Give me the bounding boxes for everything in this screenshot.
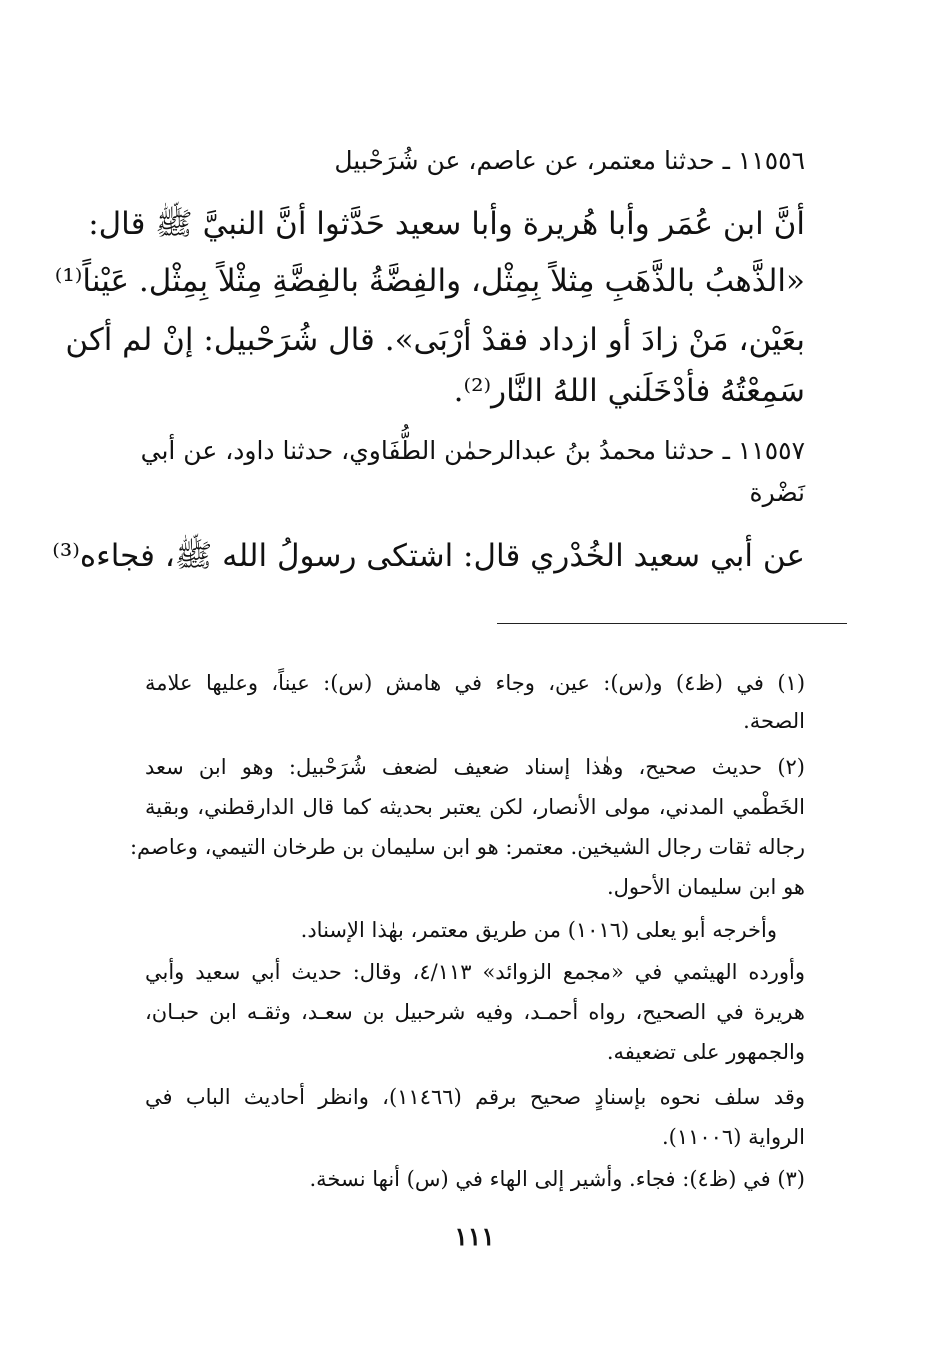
- footnote-line: رجاله ثقات رجال الشيخين. معتمر: هو ابن سليمان بن طرخان التيمي، وعاصم:: [129, 835, 805, 859]
- footnote-line: الرواية (١١٠٠٦).: [661, 1125, 805, 1149]
- hadith-matn-line: «الذَّهبُ بالذَّهَبِ مِثلاً بِمِثْل، والفِضَّةُ بالفِضَّةِ مِثْلاً بِمِثْل. عَيْناً⁽¹⁾: [54, 263, 805, 299]
- hadith-heading: ١١٥٥٦ ـ حدثنا معتمر، عن عاصم، عن شُرَحْبيل: [334, 146, 805, 175]
- hadith-heading: ١١٥٥٧ ـ حدثنا محمدُ بنُ عبدالرحمٰن الطُّفَاوي، حدثنا داود، عن أبي: [140, 436, 805, 465]
- hadith-heading: نَضْرة: [749, 478, 805, 507]
- footnote-line: الخَطْمي المدني، مولى الأنصار، لكن يعتبر بحديثه كما قال الدارقطني، وبقية: [145, 795, 805, 819]
- footnote-divider: [497, 623, 847, 624]
- hadith-matn-line: بعَيْن، مَنْ زادَ أو ازداد فقدْ أرْبَى». قال شُرَحْبيل: إنْ لم أكن: [65, 322, 805, 358]
- page-number: ١١١: [454, 1222, 495, 1251]
- footnote-line: هريرة في الصحيح، رواه أحمـد، وفيه شرحبيل بن سعـد، وثقـه ابن حبـان،: [145, 1000, 805, 1024]
- footnote-line: هو ابن سليمان الأحول.: [606, 875, 805, 899]
- footnote-line: وقد سلف نحوه بإسنادٍ صحيح برقم (١١٤٦٦)، وانظر أحاديث الباب في: [145, 1085, 805, 1109]
- hadith-matn-line: سَمِعْتُهُ فأدْخَلَني اللهُ النَّار⁽²⁾.: [453, 373, 805, 409]
- hadith-matn-line: عن أبي سعيد الخُدْري قال: اشتكى رسولُ الله ﷺ، فجاءه⁽³⁾: [52, 538, 805, 574]
- footnote-line: (٣) في (ظ٤): فجاء. وأشير إلى الهاء في (س) أنها نسخة.: [309, 1167, 805, 1191]
- hadith-matn-line: أنَّ ابن عُمَر وأبا هُريرة وأبا سعيد حَدَّثوا أنَّ النبيَّ ﷺ قال:: [88, 206, 805, 242]
- footnote-line: (٢) حديث صحيح، وهٰذا إسناد ضعيف لضعف شُرَحْبيل: وهو ابن سعد: [145, 755, 805, 779]
- footnote-line: الصحة.: [743, 709, 805, 733]
- footnote-line: وأخرجه أبو يعلى (١٠١٦) من طريق معتمر، بهٰذا الإسناد.: [300, 918, 777, 942]
- footnote-line: (١) في (ظ٤) و(س): عين، وجاء في هامش (س): عيناً، وعليها علامة: [145, 671, 806, 695]
- footnote-line: وأورده الهيثمي في «مجمع الزوائد» ٤/١١٣، وقال: حديث أبي سعيد وأبي: [145, 960, 805, 984]
- footnote-line: والجمهور على تضعيفه.: [606, 1040, 805, 1064]
